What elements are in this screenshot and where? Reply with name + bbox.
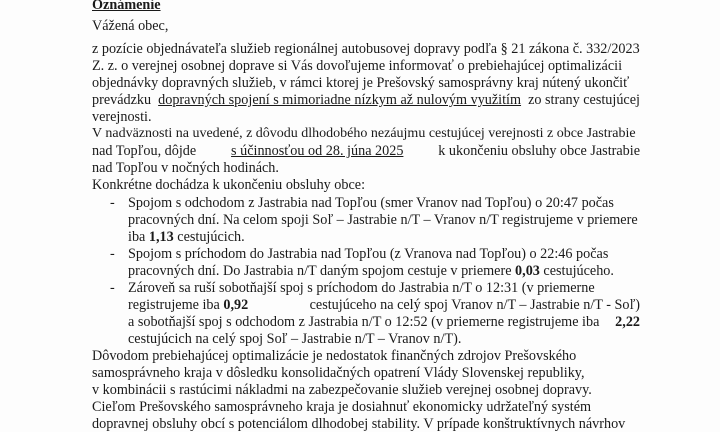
p2-effective-date: s účinnosťou od 28. júna 2025 bbox=[231, 143, 404, 159]
bullet-3-line-2 bbox=[128, 297, 640, 313]
bullet-1-dash: - bbox=[110, 195, 115, 211]
p2-text-1: V nadväznosti na uvedené, z dôvodu dlhodobého nezáujmu cestujúcej verejnosti z obce Jastrabie bbox=[92, 126, 636, 141]
p4-text-2: samosprávneho kraja v dôsledku konsolidačných opatrení Vlády Slovenskej republiky, bbox=[92, 365, 585, 381]
p5-text-2: dopravnej obsluhy obcí s potenciálom dlhodobej stability. V prípade konštruktívnych návrhov bbox=[92, 416, 626, 432]
bullet-2-line-2 bbox=[128, 263, 614, 279]
p1-line-5: verejnosti. bbox=[92, 109, 152, 125]
bullet-1-text-3a: iba bbox=[128, 229, 146, 245]
bullet-2-count: 0,03 bbox=[515, 263, 540, 279]
bullet-1-line-3 bbox=[128, 229, 245, 245]
p4-text-1: Dôvodom prebiehajúcej optimalizácie je nedostatok finančných zdrojov Prešovského bbox=[92, 348, 577, 364]
p1-text-3: objednávky dopravných služieb, v rámci ktorej je Prešovský samosprávny kraj nútený ukončiť bbox=[92, 75, 630, 91]
bullet-2-line-1 bbox=[128, 246, 640, 262]
bullet-3-dash: - bbox=[110, 280, 115, 296]
bullet-1-line-1 bbox=[128, 195, 640, 211]
p5-text-1: Cieľom Prešovského samosprávneho kraja je dosiahnuť ekonomicky udržateľný systém bbox=[92, 399, 592, 415]
bullet-3-text-2c: cestujúceho na celý spoj Vranov n/T – Jastrabie n/T - Soľ) bbox=[309, 297, 640, 313]
p4-line-2 bbox=[92, 365, 640, 381]
bullet-3-line-4: cestujúcich na celý spoj Soľ – Jastrabie n/T – Vranov n/T). bbox=[128, 331, 462, 347]
bullet-1-line-2 bbox=[128, 212, 640, 228]
p4-line-1 bbox=[92, 348, 640, 364]
bullet-3-count-1: 0,92 bbox=[223, 297, 249, 313]
p1-text-2: Z. z. o verejnej osobnej doprave si Vás dovoľujeme informovať o prebiehajúcej optimalizácii bbox=[92, 58, 623, 74]
p2-line-3: nad Topľou v nočných hodinách. bbox=[92, 160, 279, 176]
p2-line-2 bbox=[92, 143, 640, 159]
salutation: Vážená obec, bbox=[92, 18, 169, 34]
p1-line-4 bbox=[92, 92, 640, 108]
p4-line-3: v kombinácii s rastúcimi nákladmi na zabezpečovanie služieb verejnej osobnej dopravy. bbox=[92, 382, 592, 398]
bullet-2-dash: - bbox=[110, 246, 115, 262]
bullet-3-count-2: 2,22 bbox=[615, 314, 640, 330]
bullet-1-text-2: pracovných dní. Na celom spoji Soľ – Jastrabie n/T – Vranov n/T registrujeme v priemere bbox=[128, 212, 638, 228]
p1-line-3 bbox=[92, 75, 640, 91]
bullet-2-text-1: Spojom s príchodom do Jastrabia nad Topľou (z Vranova nad Topľou) o 22:46 počas bbox=[128, 246, 609, 262]
bullet-3-text-2a: registrujeme iba bbox=[128, 297, 220, 313]
bullet-1-text-3c: cestujúcich. bbox=[177, 229, 245, 245]
bullet-3-line-3 bbox=[128, 314, 640, 330]
bullet-3-line-1 bbox=[128, 280, 640, 296]
p2-text-2a: nad Topľou, dôjde bbox=[92, 143, 197, 159]
bullet-1-count: 1,13 bbox=[148, 229, 174, 245]
bullet-3-text-3a: a sobotňajší spoj s odchodom z Jastrabia n/T o 12:52 (v priemerne registrujeme iba bbox=[128, 314, 600, 330]
p2-text-2b: k ukončeniu obsluhy obce Jastrabie bbox=[438, 143, 640, 159]
p1-text-4a: prevádzku bbox=[92, 92, 152, 108]
p1-text-4b: zo strany cestujúcej bbox=[528, 92, 640, 108]
p1-underlined-phrase: dopravných spojení s mimoriadne nízkym až nulovým využitím bbox=[158, 92, 522, 108]
bullet-2-text-2a: pracovných dní. Do Jastrabia n/T daným spojom cestuje v priemere bbox=[128, 263, 512, 279]
p1-text-1: z pozície objednávateľa služieb regionálnej autobusovej dopravy podľa § 21 zákona č. 332/2023 bbox=[92, 41, 640, 57]
bullet-2-text-2c: cestujúceho. bbox=[543, 263, 614, 279]
document-heading: Oznámenie bbox=[92, 0, 161, 13]
p1-line-2 bbox=[92, 58, 640, 74]
p1-line-1 bbox=[92, 41, 640, 57]
p5-line-1 bbox=[92, 399, 640, 415]
p5-line-2 bbox=[92, 416, 640, 432]
bullet-1-text-1: Spojom s odchodom z Jastrabia nad Topľou (smer Vranov nad Topľou) o 20:47 počas bbox=[128, 195, 614, 211]
p3-line: Konkrétne dochádza k ukončeniu obsluhy obce: bbox=[92, 177, 366, 193]
bullet-3-text-1: Zároveň sa ruší sobotňajší spoj s príchodom do Jastrabia n/T o 12:31 (v priemerne bbox=[128, 280, 595, 296]
p2-line-1 bbox=[92, 126, 640, 142]
